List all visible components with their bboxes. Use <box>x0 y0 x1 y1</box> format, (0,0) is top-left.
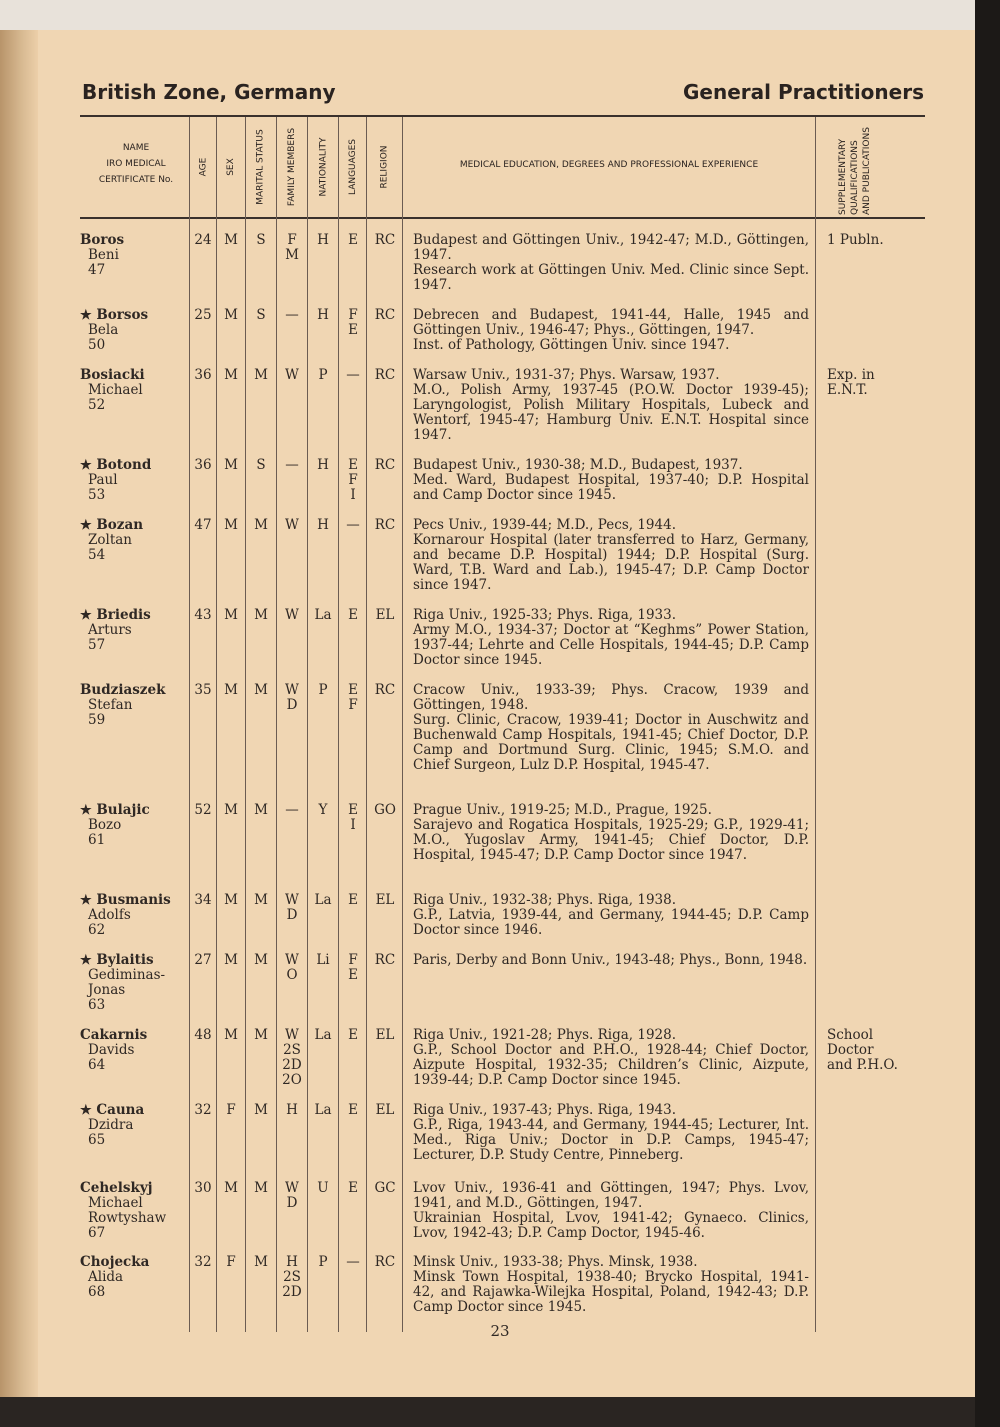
surname <box>80 458 190 473</box>
family-cell: F M <box>285 232 299 263</box>
nationality-cell: P <box>318 1254 328 1270</box>
religion-cell: RC <box>374 307 396 323</box>
family-cell: W D <box>285 1180 299 1211</box>
star-icon: ★ <box>80 608 92 623</box>
name-cell <box>80 233 190 278</box>
nationality-cell: La <box>314 892 332 908</box>
sex-cell: M <box>224 892 238 908</box>
column-header-name <box>84 140 188 188</box>
religion-header-label: RELIGION <box>380 145 390 189</box>
nationality-cell: La <box>314 1102 332 1118</box>
languages-cell: E F I <box>348 457 358 503</box>
nationality-cell: P <box>318 367 328 383</box>
age-cell: 27 <box>194 952 212 968</box>
surname <box>80 308 190 323</box>
languages-cell: — <box>346 367 360 383</box>
surname <box>80 893 190 908</box>
supp-header-line: AND PUBLICATIONS <box>862 127 872 215</box>
languages-cell: — <box>346 1254 360 1270</box>
marital-cell: M <box>254 367 268 383</box>
languages-header-label: LANGUAGES <box>348 138 359 196</box>
family-header-label: FAMILY MEMBERS <box>287 127 297 207</box>
age-cell: 48 <box>194 1027 212 1043</box>
supp-header-line: SUPPLEMENTARY <box>838 138 848 215</box>
supplementary-cell: School Doctor and P.H.O. <box>827 1027 898 1073</box>
education-cell: Minsk Univ., 1933-38; Phys. Minsk, 1938. Minsk Town Hospital, 1938-40; Brycko Hospital, 1941-42, and Rajawka-Wilejka Hospital, Poland, 1942-43; D.P. Camp Doctor since 1945. <box>413 1254 809 1315</box>
name-cell <box>80 1255 190 1300</box>
surname-text: Cakarnis <box>80 1027 148 1043</box>
column-divider <box>402 117 403 1332</box>
name-cell <box>80 803 190 848</box>
family-cell: — <box>285 457 299 473</box>
surname <box>80 1255 190 1270</box>
languages-cell: E <box>348 1102 358 1118</box>
family-cell: — <box>285 802 299 818</box>
age-cell: 25 <box>194 307 212 323</box>
education-cell: Debrecen and Budapest, 1941-44, Halle, 1945 and Göttingen Univ., 1946-47; Phys., Göttingen, 1947. Inst. of Pathology, Göttingen Univ. since 1947. <box>413 307 809 353</box>
marital-cell: M <box>254 1180 268 1196</box>
nationality-cell: La <box>314 607 332 623</box>
religion-cell: RC <box>374 682 396 698</box>
column-divider <box>815 117 816 1332</box>
religion-cell: EL <box>375 1102 395 1118</box>
column-divider <box>216 117 217 1332</box>
family-cell: H <box>286 1102 298 1118</box>
religion-cell: EL <box>375 1027 395 1043</box>
given-name-and-certificate: Alida 68 <box>88 1269 124 1300</box>
age-cell: 34 <box>194 892 212 908</box>
surname-text: Chojecka <box>80 1254 150 1270</box>
education-cell: Budapest and Göttingen Univ., 1942-47; M.D., Göttingen, 1947. Research work at Göttingen Univ. Med. Clinic since Sept. 1947. <box>413 232 809 293</box>
nationality-cell: H <box>317 307 329 323</box>
languages-cell: — <box>346 517 360 533</box>
languages-cell: E <box>348 892 358 908</box>
education-cell: Budapest Univ., 1930-38; M.D., Budapest, 1937. Med. Ward, Budapest Hospital, 1937-40; D.P. Hospital and Camp Doctor since 1945. <box>413 457 809 503</box>
marital-cell: M <box>254 1254 268 1270</box>
surname-text: Cauna <box>96 1102 145 1118</box>
education-cell: Lvov Univ., 1936-41 and Göttingen, 1947; Phys. Lvov, 1941, and M.D., Göttingen, 1947. Ukrainian Hospital, Lvov, 1941-42; Gynaeco. Clinics, Lvov, 1942-43; D.P. Camp Doctor, 1945-46. <box>413 1180 809 1241</box>
column-header-sex <box>217 117 245 217</box>
religion-cell: RC <box>374 517 396 533</box>
surname <box>80 368 190 383</box>
surname-text: Boros <box>80 232 125 248</box>
star-icon: ★ <box>80 953 92 968</box>
name-cell <box>80 893 190 938</box>
column-divider <box>245 117 246 1332</box>
column-divider <box>338 117 339 1332</box>
surname <box>80 803 190 818</box>
religion-cell: RC <box>374 1254 396 1270</box>
religion-cell: RC <box>374 367 396 383</box>
column-header-religion <box>367 117 403 217</box>
languages-cell: E F <box>348 682 358 713</box>
marital-cell: M <box>254 517 268 533</box>
header-section: General Practitioners <box>683 80 924 104</box>
sex-header-label: SEX <box>225 158 236 176</box>
sex-cell: M <box>224 457 238 473</box>
religion-cell: EL <box>375 892 395 908</box>
given-name-and-certificate: Gediminas- Jonas 63 <box>88 967 166 1013</box>
column-header-age <box>190 117 216 217</box>
marital-cell: M <box>254 802 268 818</box>
family-cell: H 2S 2D <box>282 1254 302 1300</box>
column-header-marital <box>246 117 276 217</box>
sex-cell: M <box>224 1180 238 1196</box>
religion-cell: GC <box>374 1180 396 1196</box>
name-cell <box>80 458 190 503</box>
star-icon: ★ <box>80 893 92 908</box>
nationality-cell: Y <box>318 802 328 818</box>
column-header-languages <box>339 117 367 217</box>
column-header-education: MEDICAL EDUCATION, DEGREES AND PROFESSIONAL EXPERIENCE <box>459 160 759 170</box>
age-cell: 47 <box>194 517 212 533</box>
age-cell: 32 <box>194 1102 212 1118</box>
age-cell: 52 <box>194 802 212 818</box>
age-cell: 24 <box>194 232 212 248</box>
marital-cell: S <box>256 232 266 248</box>
sex-cell: M <box>224 307 238 323</box>
name-cell <box>80 518 190 563</box>
sex-cell: M <box>224 682 238 698</box>
sex-cell: M <box>224 517 238 533</box>
age-cell: 35 <box>194 682 212 698</box>
age-cell: 32 <box>194 1254 212 1270</box>
nationality-cell: H <box>317 457 329 473</box>
supplementary-cell: 1 Publn. <box>827 232 884 248</box>
page-number: 23 <box>490 1322 510 1340</box>
languages-cell: F E <box>348 307 358 338</box>
name-cell <box>80 608 190 653</box>
religion-cell: RC <box>374 232 396 248</box>
surname-text: Bylaitis <box>96 952 154 968</box>
education-cell: Cracow Univ., 1933-39; Phys. Cracow, 1939 and Göttingen, 1948. Surg. Clinic, Cracow, 1939-41; Doctor in Auschwitz and Buchenwald Camp Hospitals, 1941-45; Chief Doctor, D.P. Camp and Dortmund Surg. Clinic, 1945; S.M.O. and Chief Surgeon, Lulz D.P. Hospital, 1945-47. <box>413 682 809 773</box>
age-cell: 43 <box>194 607 212 623</box>
name-header-line: NAME <box>122 143 150 153</box>
languages-cell: E <box>348 1180 358 1196</box>
given-name-and-certificate: Michael 52 <box>88 382 143 413</box>
name-cell <box>80 1181 190 1241</box>
family-cell: W <box>285 517 299 533</box>
education-cell: Prague Univ., 1919-25; M.D., Prague, 1925. Sarajevo and Rogatica Hospitals, 1925-29; G.P., 1929-41; M.O., Yugoslav Army, 1941-45; Chief Doctor, D.P. Hospital, 1945-47; D.P. Camp Doctor since 1947. <box>413 802 809 863</box>
given-name-and-certificate: Adolfs 62 <box>88 907 131 938</box>
star-icon: ★ <box>80 518 92 533</box>
education-cell: Riga Univ., 1921-28; Phys. Riga, 1928. G.P., School Doctor and P.H.O., 1928-44; Chief Doctor, Aizpute Hospital, 1932-35; Children’s Clinic, Aizpute, 1939-44; D.P. Camp Doctor since 1945. <box>413 1027 809 1088</box>
name-header-line: IRO MEDICAL <box>106 159 166 169</box>
marital-cell: M <box>254 607 268 623</box>
given-name-and-certificate: Davids 64 <box>88 1042 135 1073</box>
sex-cell: M <box>224 607 238 623</box>
sex-cell: M <box>224 1027 238 1043</box>
given-name-and-certificate: Zoltan 54 <box>88 532 132 563</box>
age-cell: 36 <box>194 367 212 383</box>
nationality-cell: U <box>317 1180 329 1196</box>
sex-cell: M <box>224 952 238 968</box>
given-name-and-certificate: Arturs 57 <box>88 622 132 653</box>
family-cell: W D <box>285 892 299 923</box>
sex-cell: M <box>224 802 238 818</box>
name-cell <box>80 1028 190 1073</box>
marital-cell: M <box>254 892 268 908</box>
marital-header-label: MARITAL STATUS <box>256 129 266 205</box>
religion-cell: EL <box>375 607 395 623</box>
page-gutter <box>0 30 38 1397</box>
religion-cell: GO <box>374 802 396 818</box>
scan-right-margin <box>975 0 1000 1427</box>
education-cell: Warsaw Univ., 1931-37; Phys. Warsaw, 1937. M.O., Polish Army, 1937-45 (P.O.W. Doctor 1939-45); Laryngologist, Polish Military Hospitals, Lubeck and Wentorf, 1945-47; Hamburg Univ. E.N.T. Hospital since 1947. <box>413 367 809 443</box>
star-icon: ★ <box>80 1103 92 1118</box>
given-name-and-certificate: Dzidra 65 <box>88 1117 134 1148</box>
marital-cell: M <box>254 1102 268 1118</box>
given-name-and-certificate: Paul 53 <box>88 472 118 503</box>
nationality-header-label: NATIONALITY <box>318 137 329 197</box>
surname <box>80 953 190 968</box>
column-header-nationality <box>308 117 338 217</box>
nationality-cell: P <box>318 682 328 698</box>
supp-header-line: QUALIFICATIONS <box>850 140 860 215</box>
marital-cell: M <box>254 952 268 968</box>
education-cell: Paris, Derby and Bonn Univ., 1943-48; Phys., Bonn, 1948. <box>413 952 808 968</box>
column-header-supplementary <box>838 120 872 215</box>
supplementary-cell: Exp. in E.N.T. <box>827 367 875 398</box>
surname-text: Botond <box>96 457 152 473</box>
nationality-cell: La <box>314 1027 332 1043</box>
surname-text: Borsos <box>96 307 149 323</box>
education-cell: Pecs Univ., 1939-44; M.D., Pecs, 1944. Kornarour Hospital (later transferred to Harz, Germany, and became D.P. Hospital) 1944; D.P. Hospital (Surg. Ward, T.B. Ward and Lab.), 1945-47; D.P. Camp Doctor since 1947. <box>413 517 809 593</box>
name-cell <box>80 368 190 413</box>
languages-cell: E <box>348 607 358 623</box>
column-divider <box>307 117 308 1332</box>
nationality-cell: Li <box>316 952 330 968</box>
column-header-family <box>277 117 307 217</box>
header-zone: British Zone, Germany <box>82 80 336 104</box>
name-cell <box>80 683 190 728</box>
given-name-and-certificate: Michael Rowtyshaw 67 <box>88 1195 167 1241</box>
family-cell: W <box>285 367 299 383</box>
surname-text: Busmanis <box>96 892 171 908</box>
surname-text: Bozan <box>96 517 144 533</box>
given-name-and-certificate: Bozo 61 <box>88 817 122 848</box>
marital-cell: M <box>254 1027 268 1043</box>
sex-cell: F <box>226 1254 236 1270</box>
nationality-cell: H <box>317 517 329 533</box>
surname <box>80 683 190 698</box>
surname-text: Bulajic <box>96 802 150 818</box>
given-name-and-certificate: Stefan 59 <box>88 697 133 728</box>
name-cell <box>80 308 190 353</box>
given-name-and-certificate: Beni 47 <box>88 247 119 278</box>
star-icon: ★ <box>80 308 92 323</box>
languages-cell: E <box>348 1027 358 1043</box>
education-cell: Riga Univ., 1937-43; Phys. Riga, 1943. G.P., Riga, 1943-44, and Germany, 1944-45; Lecturer, Int. Med., Riga Univ.; Doctor in D.P. Camps, 1945-47; Lecturer, D.P. Study Centre, Pinneberg. <box>413 1102 809 1163</box>
table-header-rule <box>80 217 925 219</box>
education-cell: Riga Univ., 1932-38; Phys. Riga, 1938. G.P., Latvia, 1939-44, and Germany, 1944-45; D.P. Camp Doctor since 1946. <box>413 892 809 938</box>
scan-top-margin <box>0 0 1000 30</box>
surname-text: Budziaszek <box>80 682 166 698</box>
name-header-line: CERTIFICATE No. <box>98 175 174 185</box>
surname <box>80 1028 190 1043</box>
marital-cell: S <box>256 457 266 473</box>
surname-text: Bosiacki <box>80 367 145 383</box>
column-divider <box>276 117 277 1332</box>
family-cell: W <box>285 607 299 623</box>
family-cell: W D <box>285 682 299 713</box>
religion-cell: RC <box>374 457 396 473</box>
surname-text: Briedis <box>96 607 151 623</box>
languages-cell: F E <box>348 952 358 983</box>
languages-cell: E <box>348 232 358 248</box>
marital-cell: S <box>256 307 266 323</box>
family-cell: W 2S 2D 2O <box>282 1027 302 1088</box>
family-cell: — <box>285 307 299 323</box>
marital-cell: M <box>254 682 268 698</box>
sex-cell: M <box>224 367 238 383</box>
surname <box>80 608 190 623</box>
name-cell <box>80 1103 190 1148</box>
family-cell: W O <box>285 952 299 983</box>
age-cell: 36 <box>194 457 212 473</box>
surname <box>80 1103 190 1118</box>
star-icon: ★ <box>80 458 92 473</box>
star-icon: ★ <box>80 803 92 818</box>
sex-cell: M <box>224 232 238 248</box>
religion-cell: RC <box>374 952 396 968</box>
surname <box>80 1181 190 1196</box>
age-cell: 30 <box>194 1180 212 1196</box>
given-name-and-certificate: Bela 50 <box>88 322 119 353</box>
age-header-label: AGE <box>197 157 208 177</box>
surname <box>80 518 190 533</box>
surname <box>80 233 190 248</box>
sex-cell: F <box>226 1102 236 1118</box>
nationality-cell: H <box>317 232 329 248</box>
education-cell: Riga Univ., 1925-33; Phys. Riga, 1933. Army M.O., 1934-37; Doctor at “Keghms” Power Station, 1937-44; Lehrte and Celle Hospitals, 1944-45; D.P. Camp Doctor since 1945. <box>413 607 809 668</box>
surname-text: Cehelskyj <box>80 1180 153 1196</box>
languages-cell: E I <box>348 802 358 833</box>
column-divider <box>366 117 367 1332</box>
name-cell <box>80 953 190 1013</box>
